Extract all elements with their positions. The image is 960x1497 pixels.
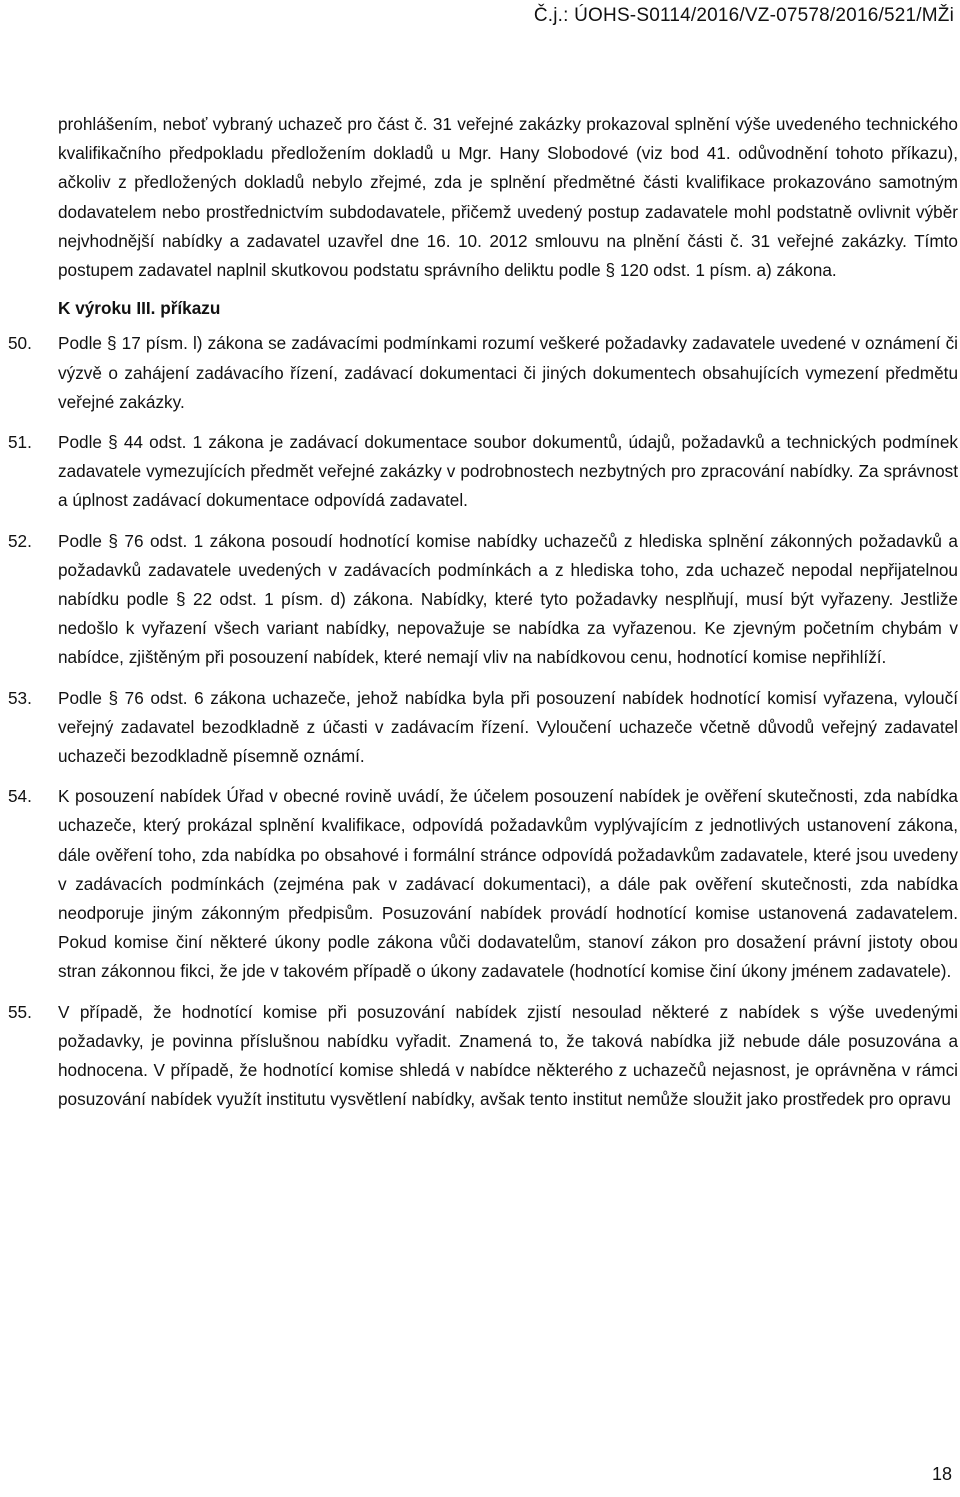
paragraph-number: 53.: [8, 687, 32, 708]
paragraph-52: [0, 527, 960, 673]
section-heading: K výroku III. příkazu: [58, 298, 221, 319]
paragraph-text: Podle § 17 písm. l) zákona se zadávacími podmínkami rozumí veškeré požadavky zadavatele uvedené v oznámení či výzvě o zahájení zadávacího řízení, zadávací dokumentaci či jiných dokumentech obsahujících vymezení předmětu veřejné zakázky.: [58, 333, 958, 412]
paragraph-54: [0, 782, 960, 986]
paragraph-text: K posouzení nabídek Úřad v obecné rovině uvádí, že účelem posouzení nabídek je ověření skutečnosti, zda nabídka uchazeče, který prokázal splnění kvalifikace, odpovídá požadavkům vyplývajícím z jednotlivých ustanovení zákona, dále ověření toho, zda nabídka po obsahové i formální stránce odpovídá požadavkům zadavatele, které jsou uvedeny v zadávacích podmínkách (zejména pak v zadávací dokumentaci), a dále pak ověření skutečnosti, zda nabídka neodporuje jiným zákonným předpisům. Posuzování nabídek provádí hodnotící komise ustanovená zadavatelem. Pokud komise činí některé úkony podle zákona vůči dodavatelům, stanoví zákon pro dosažení právní jistoty obou stran zákonnou fikci, že jde v takovém případě o úkony zadavatele (hodnotící komise činí úkony jménem zadavatele).: [58, 786, 958, 982]
document-body: [0, 110, 960, 1115]
paragraph-50: [0, 329, 960, 417]
paragraph-number: 50.: [8, 333, 32, 354]
paragraph-number: 55.: [8, 1001, 32, 1022]
paragraph-text: Podle § 76 odst. 6 zákona uchazeče, jehož nabídka byla při posouzení nabídek hodnotící komisí vyřazena, vyloučí veřejný zadavatel bezodkladně z účasti v zadávacím řízení. Vyloučení uchazeče včetně důvodů veřejný zadavatel uchazeči bezodkladně písemně oznámí.: [58, 687, 958, 767]
paragraph-text: Podle § 44 odst. 1 zákona je zadávací dokumentace soubor dokumentů, údajů, požadavků a technických podmínek zadavatele vymezujících předmět veřejné zakázky v podrobnostech nezbytných pro zpracování nabídky. Za správnost a úplnost zadávací dokumentace odpovídá zadavatel.: [58, 432, 958, 511]
paragraph-text: V případě, že hodnotící komise při posuzování nabídek zjistí nesoulad některé z nabídek s výše uvedenými požadavky, je povinna příslušnou nabídku vyřadit. Znamená to, že taková nabídka již nebude dále posuzována a hodnocena. V případě, že hodnotící komise shledá v nabídce některého z uchazečů nejasnost, je oprávněna v rámci posuzování nabídek využít institutu vysvětlení nabídky, avšak tento institut nemůže sloužit jako prostředek pro opravu: [58, 1001, 958, 1110]
paragraph-number: 52.: [8, 530, 32, 551]
page-number: 18: [931, 1464, 952, 1484]
paragraph-55: [0, 998, 960, 1115]
paragraph-number: 54.: [8, 786, 32, 807]
document-reference-header: Č.j.: ÚOHS-S0114/2016/VZ-07578/2016/521/MŽi: [533, 5, 954, 26]
paragraph-51: [0, 428, 960, 516]
intro-paragraph: prohlášením, neboť vybraný uchazeč pro část č. 31 veřejné zakázky prokazoval splnění výše uvedeného technického kvalifikačního předpokladu předložením dokladů u Mgr. Hany Slobodové (viz bod 41. odůvodnění tohoto příkazu), ačkoliv z předložených dokladů nebylo zřejmé, zda je splnění předmětné části kvalifikace prokazováno samotným dodavatelem nebo prostřednictvím subdodavatele, přičemž uvedený postup zadavatele mohl podstatně ovlivnit výběr nejvhodnější nabídky a zadavatel uzavřel dne 16. 10. 2012 smlouvu na plnění části č. 31 veřejné zakázky. Tímto postupem zadavatel naplnil skutkovou podstatu správního deliktu podle § 120 odst. 1 písm. a) zákona.: [58, 114, 958, 281]
paragraph-number: 51.: [8, 432, 32, 453]
paragraph-53: [0, 684, 960, 772]
paragraph-text: Podle § 76 odst. 1 zákona posoudí hodnotící komise nabídky uchazečů z hlediska splnění zákonných požadavků a požadavků zadavatele uvedených v zadávacích podmínkách a z hlediska toho, zda uchazeč nepodal nepřijatelnou nabídku podle § 22 odst. 1 písm. d) zákona. Nabídky, které tyto požadavky nesplňují, musí být vyřazeny. Jestliže nedošlo k vyřazení všech variant nabídky, nepovažuje se nabídka za vyřazenou. Ke zjevným početním chybám v nabídce, zjištěným při posouzení nabídek, které nemají vliv na nabídkovou cenu, hodnotící komise nepřihlíží.: [58, 530, 958, 668]
